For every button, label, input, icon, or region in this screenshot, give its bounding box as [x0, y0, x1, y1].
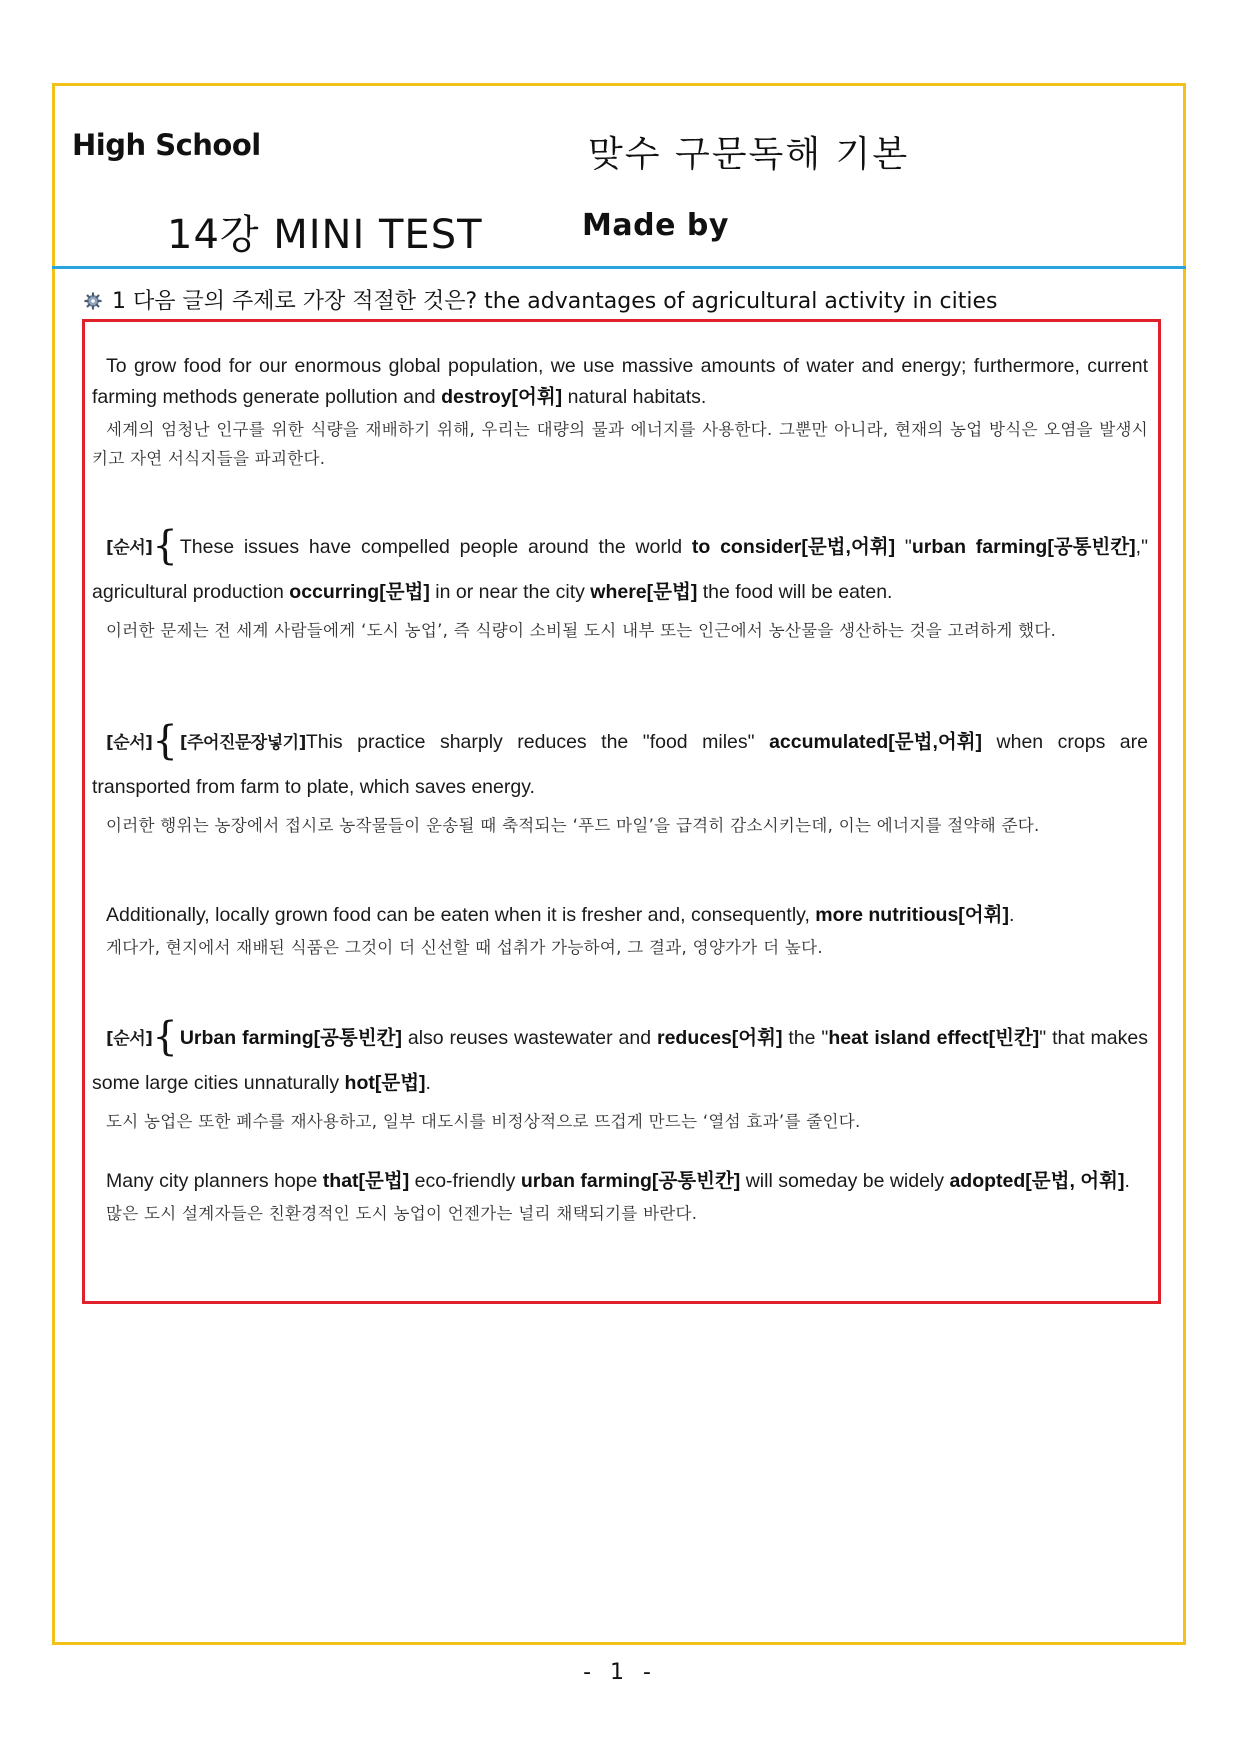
- gear-icon: [84, 292, 102, 310]
- english-text: [순서]{ These issues have compelled people around the world to consider[문법,어휘] "urban farming[공통빈칸]," agricultural production occurring[문법] in or near the city where[문법] the food will be eaten.: [92, 523, 1148, 603]
- brace-mark: {: [152, 718, 178, 764]
- passage-paragraph-1: [92, 351, 1148, 473]
- english-text: [순서]{ Urban farming[공통빈칸] also reuses wastewater and reduces[어휘] the "heat island effect[빈칸]" that makes some large cities unnaturally hot[문법].: [92, 1014, 1148, 1094]
- order-mark: [순서]: [106, 538, 153, 558]
- page-number: - 1 -: [583, 1660, 657, 1685]
- key-term: hot[문법]: [344, 1072, 426, 1094]
- english-text: Additionally, locally grown food can be eaten when it is fresher and, consequently, more nutritious[어휘].: [106, 904, 1015, 926]
- order-mark: [순서]: [106, 1029, 153, 1049]
- book-title: 맞수 구문독해 기본: [588, 134, 910, 175]
- key-term: destroy[어휘]: [441, 386, 563, 408]
- english-text: Many city planners hope that[문법] eco-friendly urban farming[공통빈칸] will someday be widely adopted[문법, 어휘].: [106, 1170, 1130, 1192]
- passage-paragraph-6: [92, 1166, 1148, 1228]
- key-term: urban farming[공통빈칸]: [911, 536, 1136, 558]
- key-term: urban farming[공통빈칸]: [520, 1170, 741, 1192]
- brace-mark: {: [152, 523, 178, 569]
- korean-translation: 이러한 문제는 전 세계 사람들에게 ‘도시 농업’, 즉 식량이 소비될 도시 내부 또는 인근에서 농산물을 생산하는 것을 고려하게 했다.: [106, 621, 1057, 640]
- passage-paragraph-5: [92, 1016, 1148, 1136]
- key-term: that[문법]: [322, 1170, 410, 1192]
- question-number: 1: [112, 289, 126, 314]
- brace-mark: {: [152, 1014, 178, 1060]
- key-term: Urban farming[공통빈칸]: [179, 1027, 402, 1049]
- english-text: To grow food for our enormous global population, we use massive amounts of water and energy; furthermore, current farming methods generate pollution and destroy[어휘] natural habitats.: [92, 355, 1148, 408]
- key-term: more nutritious[어휘]: [815, 904, 1009, 926]
- order-mark: [순서]: [106, 733, 153, 753]
- english-text: [순서]{ [주어진문장넣기]This practice sharply reduces the "food miles" accumulated[문법,어휘] when crops are transported from farm to plate, which saves energy.: [92, 718, 1148, 798]
- made-by-label: Made by: [582, 208, 729, 243]
- korean-translation: 게다가, 현지에서 재배된 식품은 그것이 더 신선할 때 섭취가 가능하여, 그 결과, 영양가가 더 높다.: [106, 938, 823, 957]
- korean-translation: 도시 농업은 또한 폐수를 재사용하고, 일부 대도시를 비정상적으로 뜨겁게 만드는 ‘열섬 효과’를 줄인다.: [106, 1112, 861, 1131]
- question-line: [84, 284, 1184, 315]
- key-term: heat island effect[빈칸]: [828, 1027, 1040, 1049]
- korean-translation: 세계의 엄청난 인구를 위한 식량을 재배하기 위해, 우리는 대량의 물과 에너지를 사용한다. 그뿐만 아니라, 현재의 농업 방식은 오염을 발생시키고 자연 서식지들을 파괴한다.: [92, 420, 1148, 468]
- key-term: accumulated[문법,어휘]: [769, 731, 983, 753]
- passage-paragraph-2: [92, 525, 1148, 645]
- header-rule: [52, 266, 1186, 269]
- question-answer: the advantages of agricultural activity in cities: [484, 289, 998, 314]
- korean-translation: 이러한 행위는 농장에서 접시로 농작물들이 운송될 때 축적되는 ‘푸드 마일’을 급격히 감소시키는데, 이는 에너지를 절약해 준다.: [106, 816, 1040, 835]
- school-label: High School: [72, 128, 261, 162]
- key-term: to consider[문법,어휘]: [691, 536, 896, 558]
- test-title: 14강 MINI TEST: [167, 212, 483, 258]
- passage-paragraph-4: [92, 900, 1148, 962]
- key-term: adopted[문법, 어휘]: [949, 1170, 1125, 1192]
- key-term: occurring[문법]: [289, 581, 430, 603]
- passage-paragraph-3: [92, 720, 1148, 840]
- korean-translation: 많은 도시 설계자들은 친환경적인 도시 농업이 언젠가는 널리 채택되기를 바란다.: [106, 1204, 698, 1223]
- key-term: reduces[어휘]: [657, 1027, 783, 1049]
- insert-sentence-mark: [주어진문장넣기]: [179, 733, 306, 753]
- question-prompt: 다음 글의 주제로 가장 적절한 것은?: [133, 289, 478, 314]
- key-term: where[문법]: [590, 581, 698, 603]
